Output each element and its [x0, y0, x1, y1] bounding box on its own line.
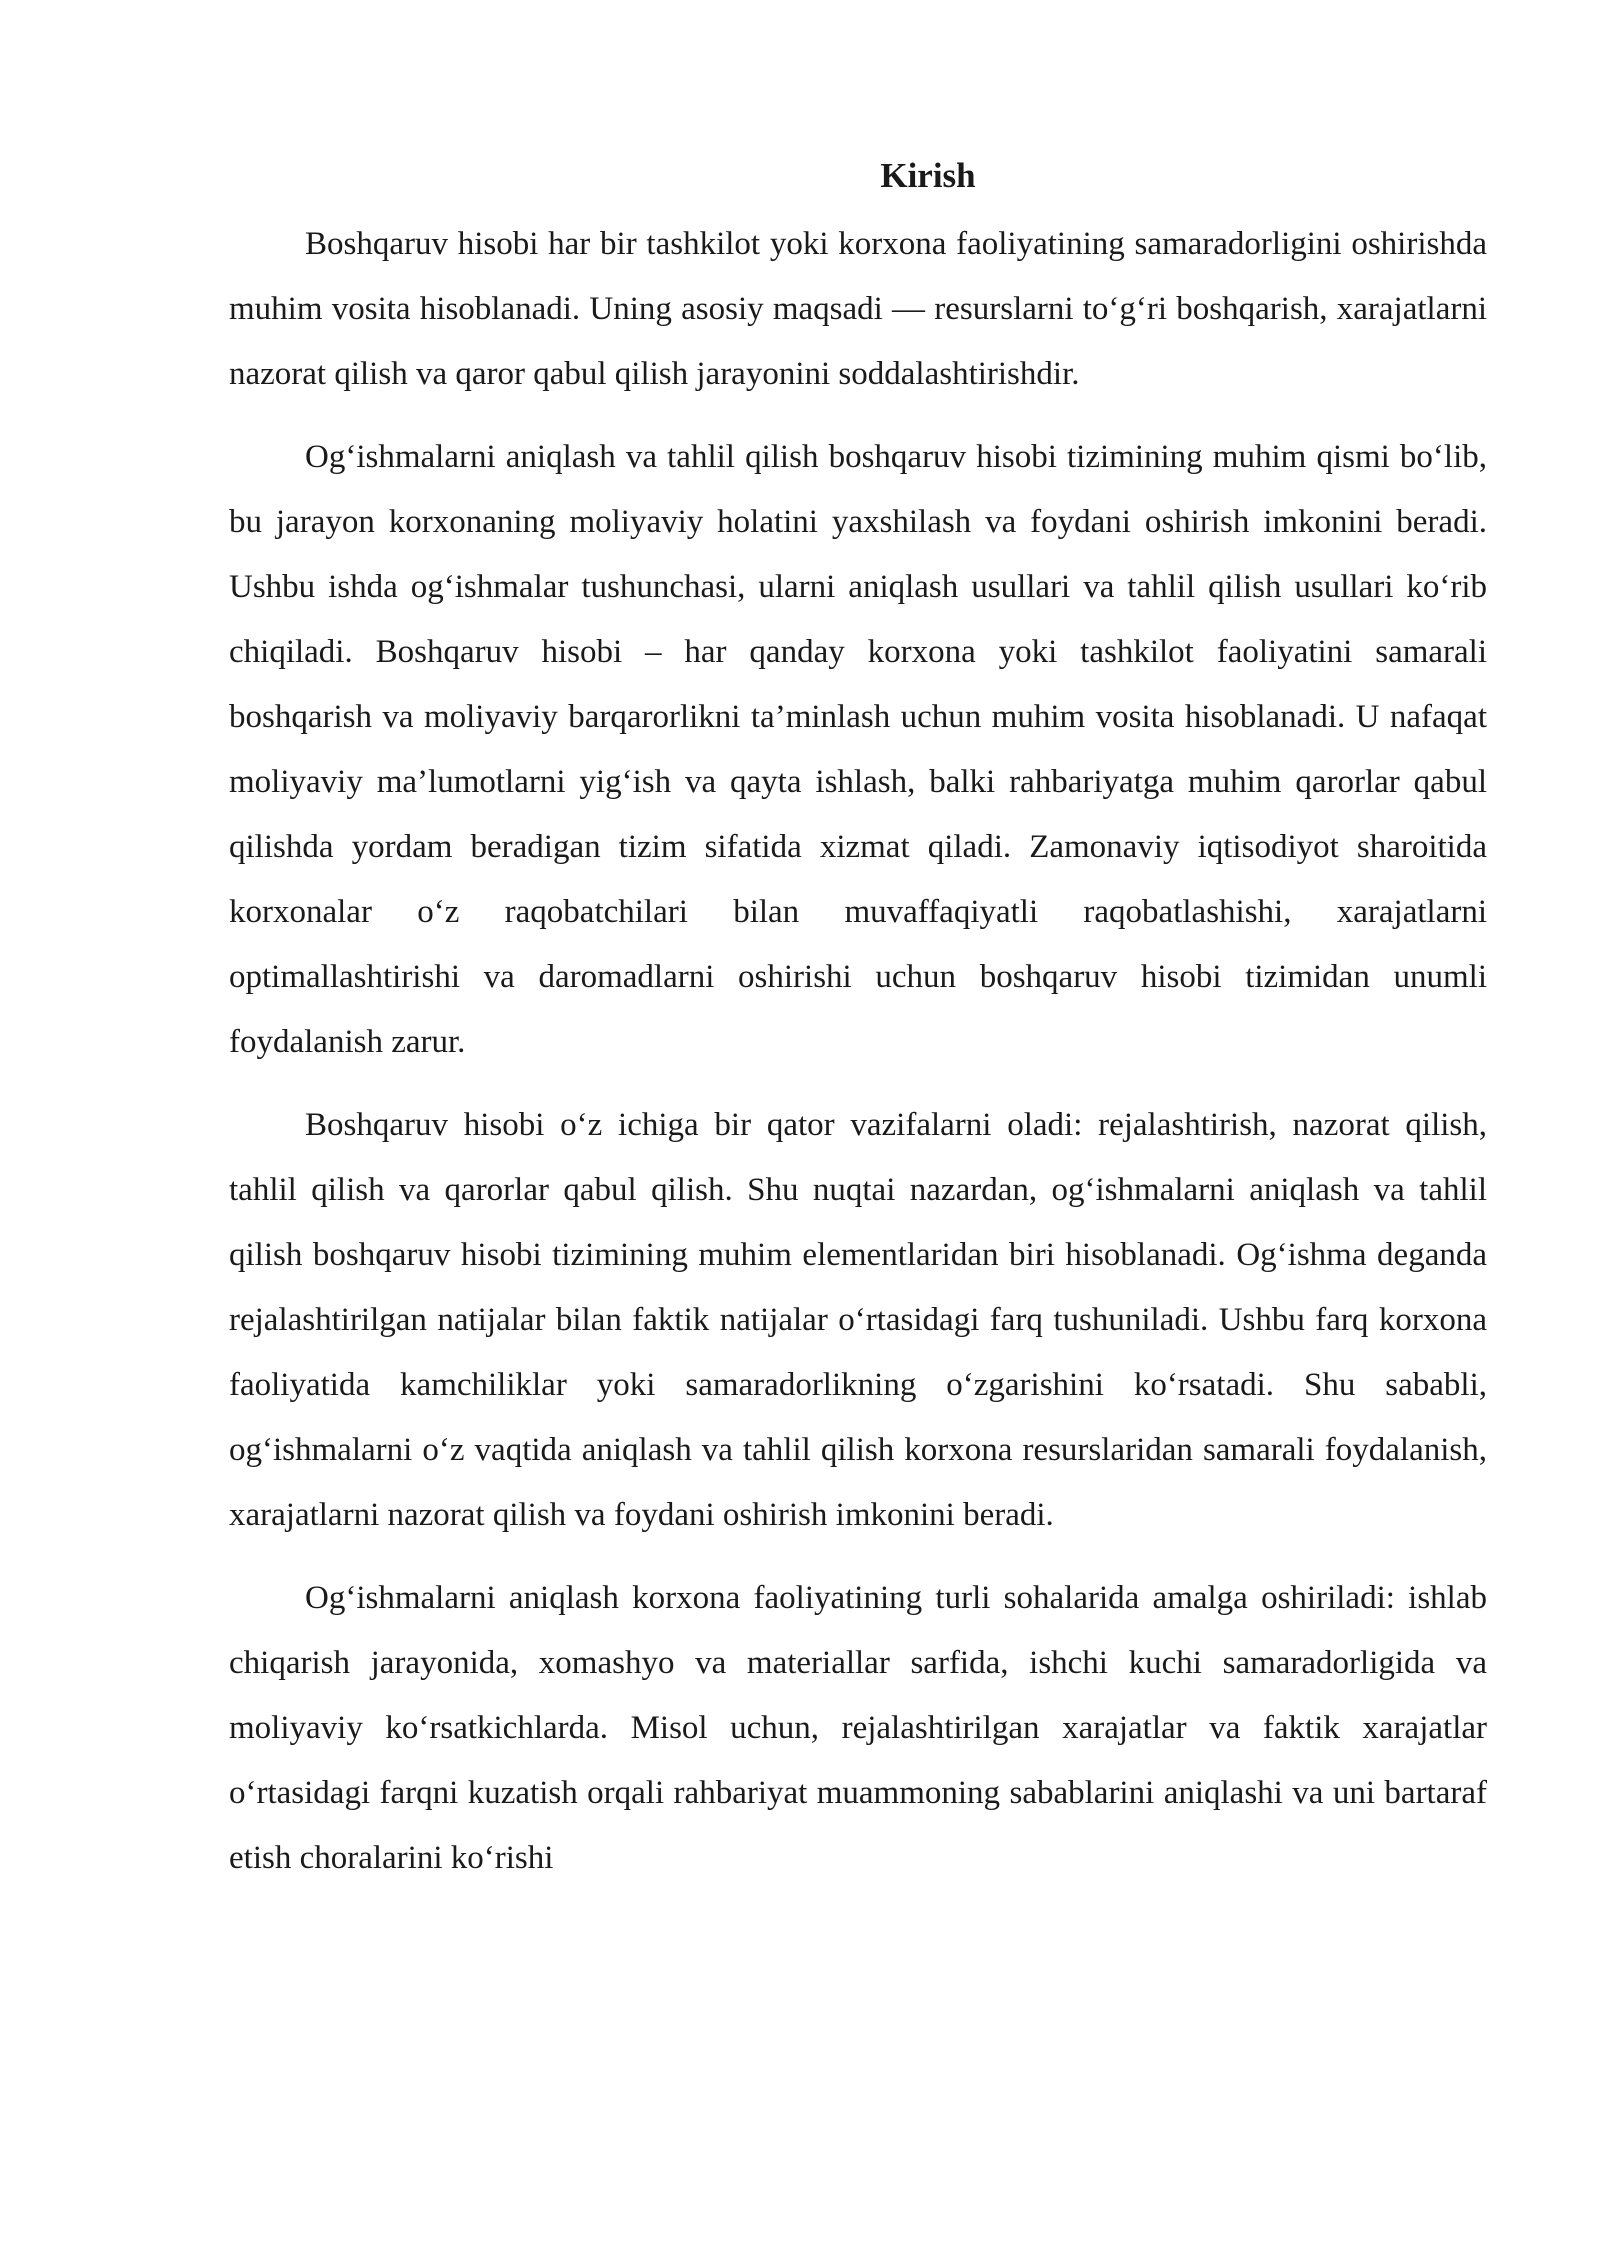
paragraph-deviation-areas: Og‘ishmalarni aniqlash korxona faoliyatining turli sohalarida amalga oshiriladi: ishlab chiqarish jarayonida, xomashyo va materiallar sarfida, ishchi kuchi samaradorligida va moliyaviy ko‘rsatkichlarda. Misol uchun, rejalashtirilgan xarajatlar va faktik xarajatlar o‘rtasidagi farqni kuzatish orqali rahbariyat muammoning sabablarini aniqlashi va uni bartaraf etish choralarini ko‘rishi — [229, 1580, 1487, 1876]
paragraph-management-tasks: Boshqaruv hisobi o‘z ichiga bir qator vazifalarni oladi: rejalashtirish, nazorat qilish, tahlil qilish va qarorlar qabul qilish. Shu nuqtai nazardan, og‘ishmalarni aniqlash va tahlil qilish boshqaruv hisobi tizimining muhim elementlaridan biri hisoblanadi. Og‘ishma deganda rejalashtirilgan natijalar bilan faktik natijalar o‘rtasidagi farq tushuniladi. Ushbu farq korxona faoliyatida kamchiliklar yoki samaradorlikning o‘zgarishini ko‘rsatadi. Shu sababli, og‘ishmalarni o‘z vaqtida aniqlash va tahlil qilish korxona resurslaridan samarali foydalanish, xarajatlarni nazorat qilish va foydani oshirish imkonini beradi. — [229, 1107, 1487, 1533]
paragraph-intro: Boshqaruv hisobi har bir tashkilot yoki korxona faoliyatining samaradorligini oshirishda muhim vosita hisoblanadi. Uning asosiy maqsadi — resurslarni to‘g‘ri boshqarish, xarajatlarni nazorat qilish va qaror qabul qilish jarayonini soddalashtirishdir. — [229, 226, 1487, 392]
page-title: Kirish — [880, 156, 976, 195]
page-content — [229, 148, 1487, 1891]
paragraph-deviation-analysis: Og‘ishmalarni aniqlash va tahlil qilish boshqaruv hisobi tizimining muhim qismi bo‘lib, bu jarayon korxonaning moliyaviy holatini yaxshilash va foydani oshirish imkonini beradi. Ushbu ishda og‘ishmalar tushunchasi, ularni aniqlash usullari va tahlil qilish usullari ko‘rib chiqiladi. Boshqaruv hisobi – har qanday korxona yoki tashkilot faoliyatini samarali boshqarish va moliyaviy barqarorlikni ta’minlash uchun muhim vosita hisoblanadi. U nafaqat moliyaviy ma’lumotlarni yig‘ish va qayta ishlash, balki rahbariyatga muhim qarorlar qabul qilishda yordam beradigan tizim sifatida xizmat qiladi. Zamonaviy iqtisodiyot sharoitida korxonalar o‘z raqobatchilari bilan muvaffaqiyatli raqobatlashishi, xarajatlarni optimallashtirishi va daromadlarni oshirishi uchun boshqaruv hisobi tizimidan unumli foydalanish zarur. — [229, 439, 1487, 1060]
